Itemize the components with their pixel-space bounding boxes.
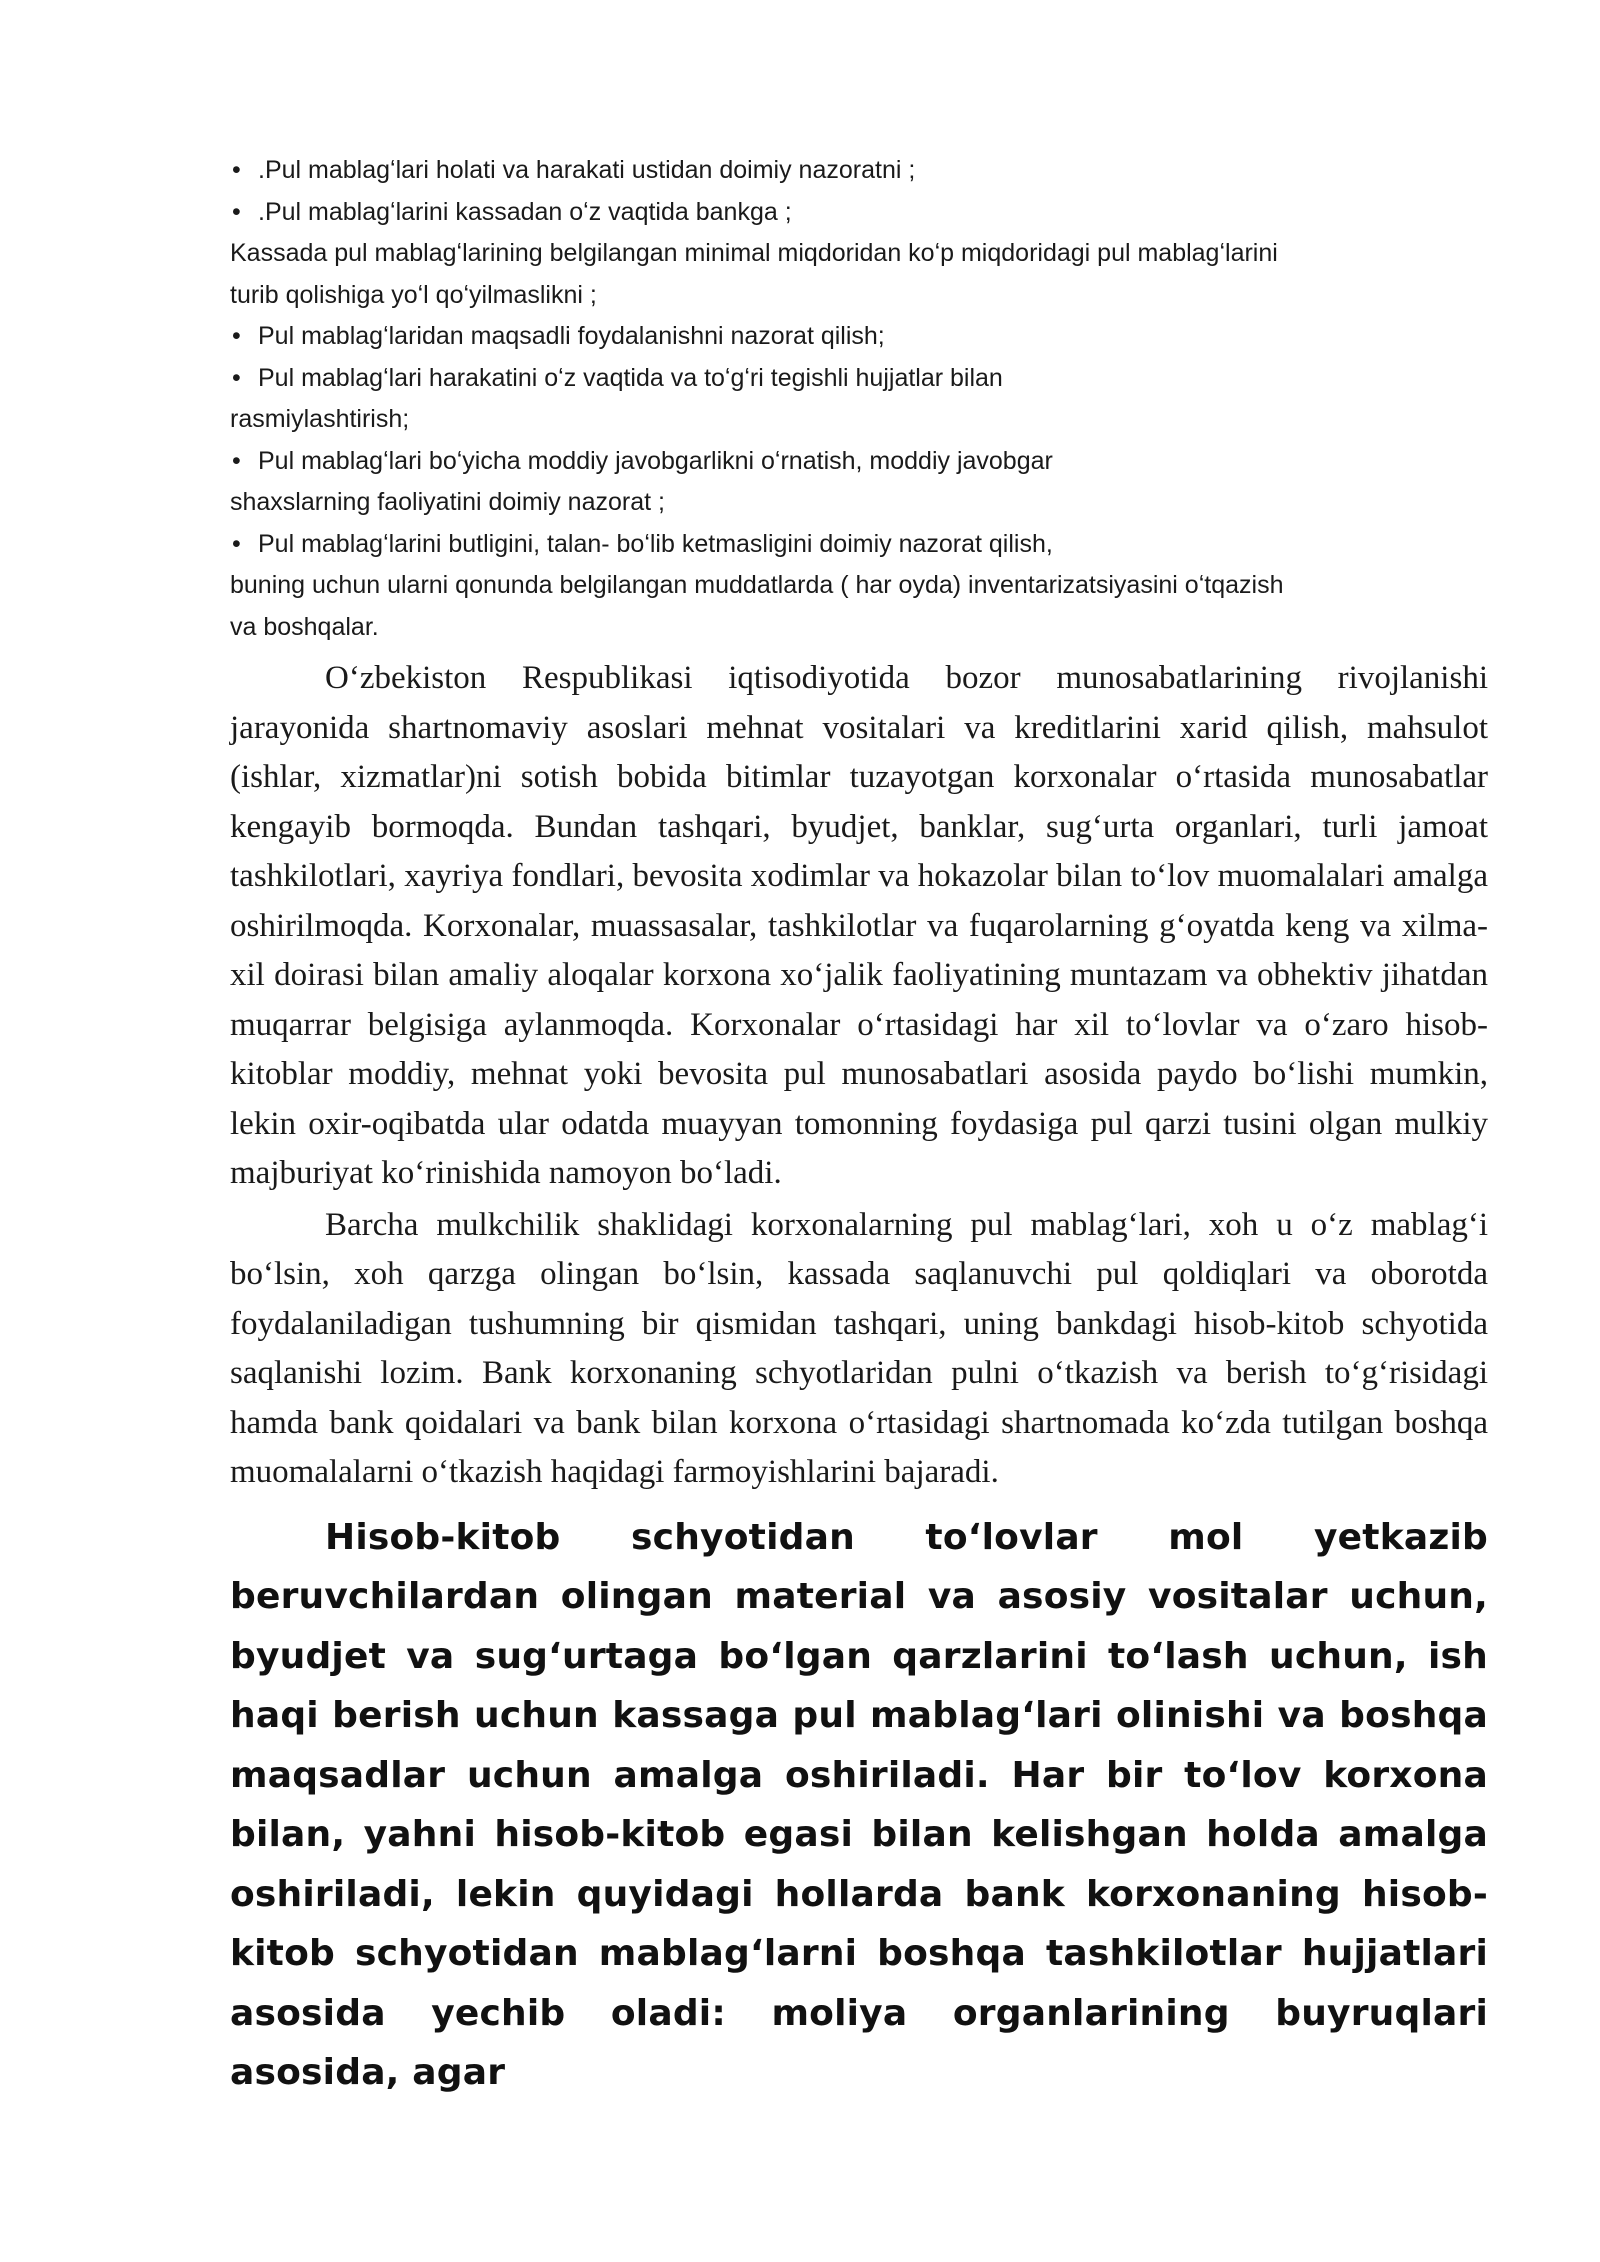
list-item-text: shaxslarning faoliyatini doimiy nazorat ;: [230, 488, 665, 516]
list-item: • Pul mablagʻlari boʻyicha moddiy javobgarlikni oʻrnatish, moddiy javobgar: [230, 441, 1488, 483]
list-item-text: turib qolishiga yoʻl qoʻyilmaslikni ;: [230, 280, 597, 309]
list-item: • Pul mablagʻlarini butligini, talan- boʻlib ketmasligini doimiy nazorat qilish,: [230, 524, 1488, 566]
paragraph-text: Barcha mulkchilik shaklidagi korxonalarning pul mablagʻlari, xoh u oʻz mablagʻi boʻlsin, xoh qarzga olingan boʻlsin, kassada saqlanuvchi pul qoldiqlari va oborotda foydalaniladigan tushumning bir qismidan tashqari, uning bankdagi hisob-kitob schyotida saqlanishi lozim. Bank korxonaning schyotlaridan pulni oʻtkazish va berish toʻgʻrisidagi hamda bank qoidalari va bank bilan korxona oʻrtasidagi shartnomada koʻzda tutilgan boshqa muomalalarni oʻtkazish haqidagi farmoyishlarini bajaradi.: [230, 1206, 1488, 1490]
list-item: • .Pul mablagʻlari holati va harakati ustidan doimiy nazoratni ;: [230, 150, 1488, 192]
list-item-text: va boshqalar.: [230, 612, 379, 641]
document-page: [230, 150, 1488, 2103]
list-item-text: rasmiylashtirish;: [230, 405, 410, 433]
list-item: • .Pul mablagʻlarini kassadan oʻz vaqtida bankga ;: [230, 192, 1488, 234]
list-item-text: Kassada pul mablagʻlarining belgilangan minimal miqdoridan koʻp miqdoridagi pul mablagʻlarini: [230, 239, 1278, 267]
body-paragraph: [230, 1201, 1488, 1498]
body-paragraph: [230, 654, 1488, 1199]
bold-paragraph: [230, 1508, 1488, 2103]
list-item-text: buning uchun ularni qonunda belgilangan muddatlarda ( har oyda) inventarizatsiyasini oʻtqazish: [230, 571, 1284, 599]
paragraph-text: Oʻzbekiston Respublikasi iqtisodiyotida bozor munosabatlarining rivojlanishi jarayonida shartnomaviy asoslari mehnat vositalari va kreditlarini xarid qilish, mahsulot (ishlar, xizmatlar)ni sotish bobida bitimlar tuzayotgan korxonalar oʻrtasida munosabatlar kengayib bormoqda. Bundan tashqari, byudjet, banklar, sugʻurta organlari, turli jamoat tashkilotlari, xayriya fondlari, bevosita xodimlar va hokazolar bilan toʻlov muomalalari amalga oshirilmoqda. Korxonalar, muassasalar, tashkilotlar va fuqarolarning gʻoyatda keng va xilma-xil doirasi bilan amaliy aloqalar korxona xoʻjalik faoliyatining muntazam va obhektiv jihatdan muqarrar belgisiga aylanmoqda. Korxonalar oʻrtasidagi har xil toʻlovlar va oʻzaro hisob-kitoblar moddiy, mehnat yoki bevosita pul munosabatlari asosida paydo boʻlishi mumkin, lekin oxir-oqibatda ular odatda muayyan tomonning foydasiga pul qarzi tusini olgan mulkiy majburiyat koʻrinishida namoyon boʻladi.: [230, 660, 1488, 1191]
list-item: • Pul mablagʻlaridan maqsadli foydalanishni nazorat qilish;: [230, 316, 1488, 358]
paragraph-text: Hisob-kitob schyotidan toʻlovlar mol yetkazib beruvchilardan olingan material va asosiy vositalar uchun, byudjet va sugʻurtaga boʻlgan qarzlarini toʻlash uchun, ish haqi berish uchun kassaga pul mablagʻlari olinishi va boshqa maqsadlar uchun amalga oshiriladi. Har bir toʻlov korxona bilan, yahni hisob-kitob egasi bilan kelishgan holda amalga oshiriladi, lekin quyidagi hollarda bank korxonaning hisob-kitob schyotidan mablagʻlarni boshqa tashkilotlar hujjatlari asosida yechib oladi: moliya organlarining buyruqlari asosida, agar: [230, 1516, 1488, 2093]
list-item: • Pul mablagʻlari harakatini oʻz vaqtida va toʻgʻri tegishli hujjatlar bilan: [230, 358, 1488, 400]
control-list: [230, 150, 1488, 648]
